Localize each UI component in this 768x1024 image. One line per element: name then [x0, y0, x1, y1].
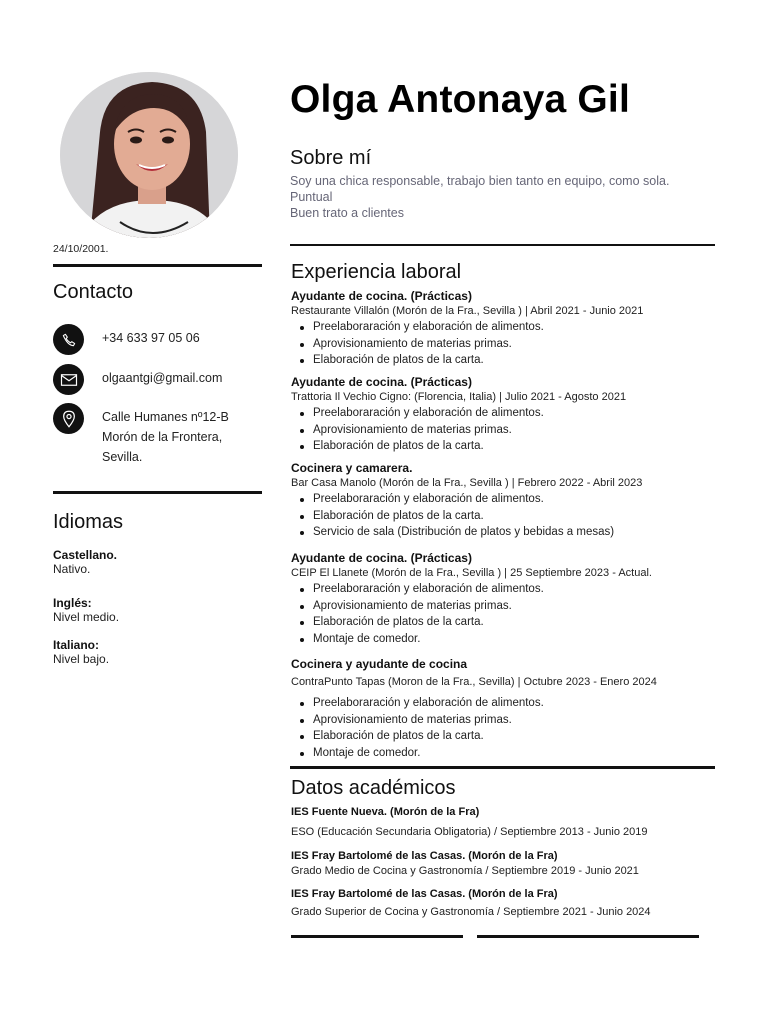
languages-section-title: Idiomas	[53, 511, 124, 533]
job-title: Cocinera y camarera.	[291, 461, 413, 475]
experience-section-title: Experiencia laboral	[291, 261, 462, 283]
languages-divider	[53, 491, 262, 494]
profile-photo-illustration	[60, 72, 238, 238]
education-school: IES Fray Bartolomé de las Casas. (Morón de la Fra)	[291, 888, 558, 900]
job-meta: ContraPunto Tapas (Moron de la Fra., Sevilla) | Octubre 2023 - Enero 2024	[291, 676, 657, 688]
job-task: Elaboración de platos de la carta.	[300, 508, 721, 525]
job-task: Aprovisionamiento de materias primas.	[300, 422, 721, 439]
job-title: Ayudante de cocina. (Prácticas)	[291, 289, 472, 303]
language-level: Nativo.	[53, 562, 91, 576]
language-level: Nivel bajo.	[53, 652, 110, 666]
education-school: IES Fray Bartolomé de las Casas. (Morón de la Fra)	[291, 850, 558, 862]
job-task-list	[300, 695, 721, 762]
job-entry	[291, 289, 721, 369]
footer-divider	[477, 935, 699, 938]
job-meta: CEIP El Llanete (Morón de la Fra., Sevilla ) | 25 Septiembre 2023 - Actual.	[291, 567, 652, 579]
job-task: Elaboración de platos de la carta.	[300, 614, 721, 631]
job-task-list	[300, 491, 721, 541]
address-line: Calle Humanes nº12-B	[102, 410, 229, 424]
about-divider	[290, 244, 715, 246]
language-item	[53, 638, 109, 666]
job-task-list	[300, 319, 721, 369]
job-task: Preelaboraración y elaboración de alimentos.	[300, 405, 721, 422]
job-task: Montaje de comedor.	[300, 631, 721, 648]
language-item	[53, 596, 119, 624]
job-entry	[291, 551, 721, 648]
job-title: Ayudante de cocina. (Prácticas)	[291, 375, 472, 389]
job-meta: Bar Casa Manolo (Morón de la Fra., Sevilla ) | Febrero 2022 - Abril 2023	[291, 477, 643, 489]
about-line: Puntual	[290, 190, 333, 204]
mail-icon	[53, 364, 84, 395]
job-task: Servicio de sala (Distribución de platos y bebidas a mesas)	[300, 524, 721, 541]
education-detail: Grado Superior de Cocina y Gastronomía / Septiembre 2021 - Junio 2024	[291, 906, 651, 918]
education-detail: ESO (Educación Secundaria Obligatoria) / Septiembre 2013 - Junio 2019	[291, 826, 648, 838]
about-text	[290, 173, 669, 221]
address-line: Sevilla.	[102, 450, 143, 464]
language-name: Italiano:	[53, 638, 100, 652]
about-line: Buen trato a clientes	[290, 206, 404, 220]
education-section-title: Datos académicos	[291, 777, 456, 799]
job-entry	[291, 461, 721, 541]
job-task: Preelaboraración y elaboración de alimentos.	[300, 581, 721, 598]
education-entry	[291, 806, 648, 838]
job-task-list	[300, 581, 721, 648]
phone-icon	[53, 324, 84, 355]
about-line: Soy una chica responsable, trabajo bien tanto en equipo, como sola.	[290, 174, 670, 188]
education-detail: Grado Medio de Cocina y Gastronomía / Septiembre 2019 - Junio 2021	[291, 865, 639, 877]
education-school: IES Fuente Nueva. (Morón de la Fra)	[291, 806, 480, 818]
address-line: Morón de la Frontera,	[102, 430, 223, 444]
job-task: Aprovisionamiento de materias primas.	[300, 336, 721, 353]
job-task: Preelaboraración y elaboración de alimentos.	[300, 319, 721, 336]
job-entry	[291, 657, 721, 762]
job-task: Aprovisionamiento de materias primas.	[300, 712, 721, 729]
education-entry	[291, 888, 651, 918]
job-meta: Restaurante Villalón (Morón de la Fra., Sevilla ) | Abril 2021 - Junio 2021	[291, 305, 644, 317]
job-task: Aprovisionamiento de materias primas.	[300, 598, 721, 615]
email-address[interactable]: olgaantgi@gmail.com	[102, 371, 223, 385]
footer-divider	[291, 935, 463, 938]
job-task: Elaboración de platos de la carta.	[300, 438, 721, 455]
job-task: Elaboración de platos de la carta.	[300, 728, 721, 745]
job-title: Ayudante de cocina. (Prácticas)	[291, 551, 472, 565]
birth-date: 24/10/2001.	[53, 243, 109, 255]
job-task: Montaje de comedor.	[300, 745, 721, 762]
contact-section-title: Contacto	[53, 281, 134, 303]
language-item	[53, 548, 117, 576]
language-name: Castellano.	[53, 548, 118, 562]
about-section-title: Sobre mí	[290, 147, 372, 169]
location-pin-icon	[53, 403, 84, 434]
contact-divider	[53, 264, 262, 267]
language-name: Inglés:	[53, 596, 92, 610]
job-task-list	[300, 405, 721, 455]
job-task: Preelaboraración y elaboración de alimentos.	[300, 491, 721, 508]
education-entry	[291, 850, 639, 877]
profile-photo	[60, 72, 238, 238]
language-level: Nivel medio.	[53, 610, 120, 624]
job-title: Cocinera y ayudante de cocina	[291, 657, 468, 671]
candidate-name: Olga Antonaya Gil	[290, 78, 631, 121]
job-task: Elaboración de platos de la carta.	[300, 352, 721, 369]
job-task: Preelaboraración y elaboración de alimentos.	[300, 695, 721, 712]
experience-divider	[290, 766, 715, 769]
job-entry	[291, 375, 721, 455]
postal-address	[102, 407, 229, 467]
job-meta: Trattoria Il Vechio Cigno: (Florencia, Italia) | Julio 2021 - Agosto 2021	[291, 391, 627, 403]
phone-number[interactable]: +34 633 97 05 06	[102, 331, 200, 345]
